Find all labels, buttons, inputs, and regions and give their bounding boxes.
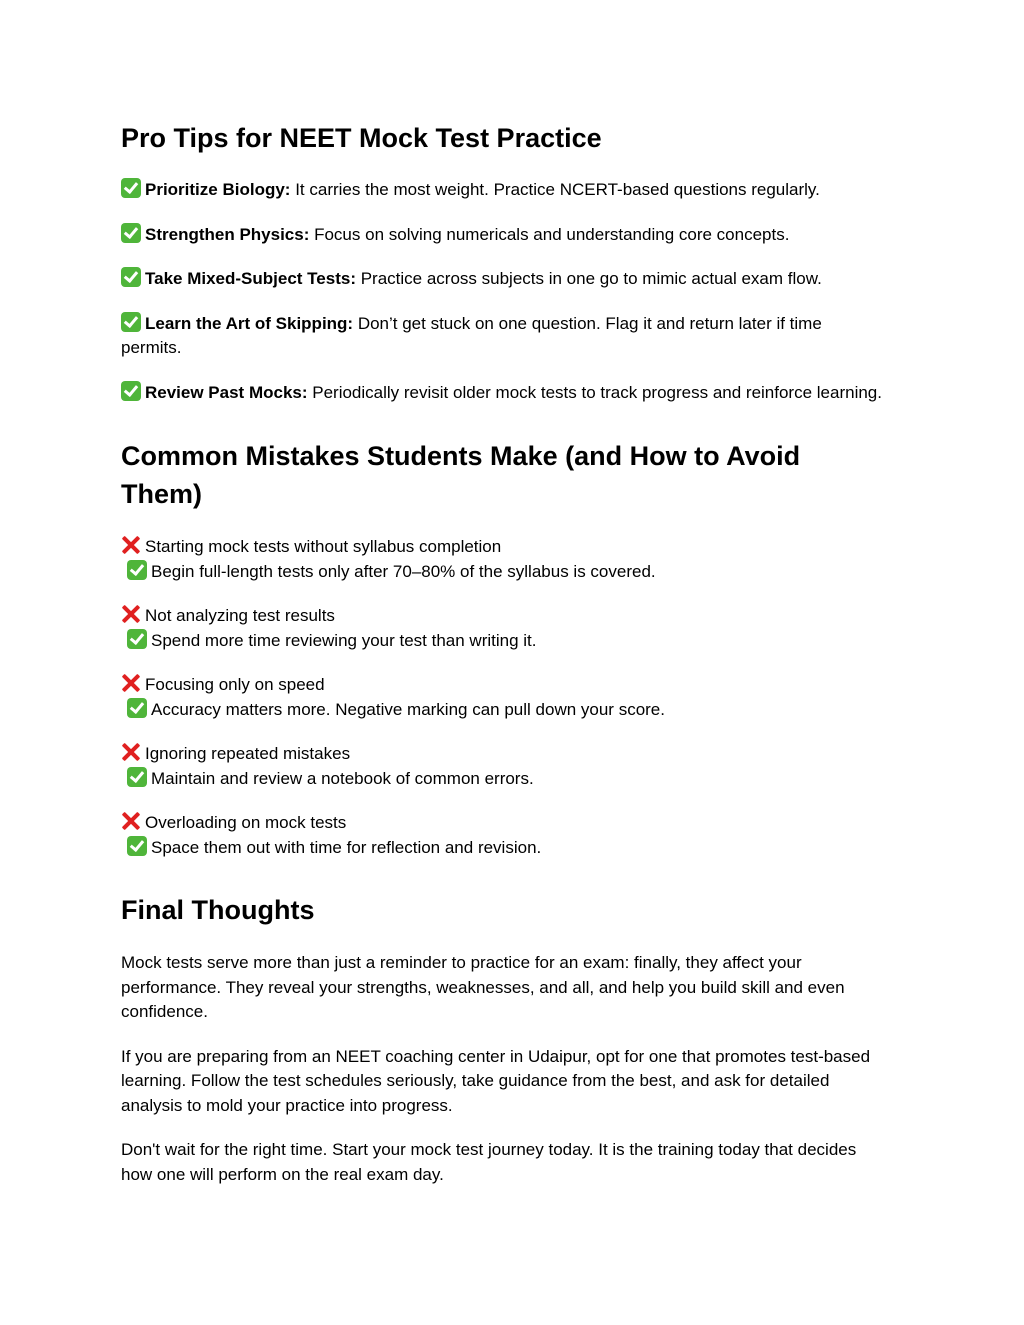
- fix-text: Space them out with time for reflection and revision.: [151, 837, 542, 857]
- fix-text: Accuracy matters more. Negative marking can pull down your score.: [151, 699, 665, 719]
- mistake-text: Starting mock tests without syllabus completion: [145, 537, 502, 556]
- tip-text: Focus on solving numericals and understanding core concepts.: [309, 224, 790, 244]
- common-mistakes-heading: Common Mistakes Students Make (and How to Avoid Them): [121, 441, 801, 509]
- tip-item: [121, 312, 886, 361]
- check-mark-icon: [121, 178, 141, 198]
- check-mark-icon: [121, 223, 141, 243]
- check-mark-icon: [127, 698, 147, 718]
- tip-text: Periodically revisit older mock tests to track progress and reinforce learning.: [307, 382, 882, 402]
- fix-line: [121, 698, 886, 723]
- tip-title: Prioritize Biology:: [145, 180, 291, 199]
- mistake-item: [121, 673, 886, 722]
- cross-mark-icon: [121, 673, 141, 693]
- mistake-text: Focusing only on speed: [145, 675, 325, 694]
- check-mark-icon: [121, 381, 141, 401]
- mistake-item: [121, 742, 886, 791]
- mistake-text: Ignoring repeated mistakes: [145, 744, 351, 763]
- tip-item: [121, 223, 886, 248]
- check-mark-icon: [121, 267, 141, 287]
- mistake-line: [121, 811, 886, 836]
- fix-line: [121, 629, 886, 654]
- cross-mark-icon: [121, 535, 141, 555]
- mistake-text: Not analyzing test results: [145, 606, 335, 625]
- fix-line: [121, 767, 886, 792]
- tip-title: Review Past Mocks:: [145, 382, 308, 402]
- mistake-item: [121, 811, 886, 860]
- fix-text: Maintain and review a notebook of common errors.: [151, 768, 534, 788]
- check-mark-icon: [121, 312, 141, 332]
- mistake-item: [121, 535, 886, 584]
- mistake-line: [121, 535, 886, 560]
- tip-text: Practice across subjects in one go to mimic actual exam flow.: [355, 269, 822, 288]
- final-paragraph: Don't wait for the right time. Start your mock test journey today. It is the training today that decides how one will perform on the real exam day.: [121, 1140, 857, 1184]
- fix-line: [121, 560, 886, 585]
- check-mark-icon: [127, 767, 147, 787]
- mistake-item: [121, 604, 886, 653]
- cross-mark-icon: [121, 811, 141, 831]
- mistake-line: [121, 673, 886, 698]
- final-thoughts-heading: Final Thoughts: [121, 895, 315, 925]
- mistake-text: Overloading on mock tests: [145, 813, 347, 832]
- tip-item: [121, 178, 886, 203]
- tip-item: [121, 267, 886, 292]
- tip-item: [121, 381, 886, 406]
- mistake-line: [121, 742, 886, 767]
- cross-mark-icon: [121, 604, 141, 624]
- tip-title: Strengthen Physics:: [145, 224, 310, 244]
- fix-text: Begin full-length tests only after 70–80% of the syllabus is covered.: [151, 561, 656, 581]
- mistake-line: [121, 604, 886, 629]
- check-mark-icon: [127, 629, 147, 649]
- check-mark-icon: [127, 560, 147, 580]
- tip-text: It carries the most weight. Practice NCERT-based questions regularly.: [290, 180, 820, 199]
- cross-mark-icon: [121, 742, 141, 762]
- pro-tips-heading: Pro Tips for NEET Mock Test Practice: [121, 123, 602, 153]
- tip-title: Take Mixed-Subject Tests:: [145, 269, 356, 288]
- final-paragraph: If you are preparing from an NEET coaching center in Udaipur, opt for one that promotes test-based learning. Follow the test schedules seriously, take guidance from the best, and ask for detailed analysis to mold your practice into progress.: [121, 1046, 871, 1115]
- fix-text: Spend more time reviewing your test than writing it.: [151, 630, 537, 650]
- fix-line: [121, 836, 886, 861]
- final-paragraph: Mock tests serve more than just a reminder to practice for an exam: finally, they affect your performance. They reveal your strengths, weaknesses, and all, and help you build skill and even confidence.: [121, 953, 845, 1021]
- tip-title: Learn the Art of Skipping:: [145, 313, 354, 333]
- check-mark-icon: [127, 836, 147, 856]
- tip-text: Don’t get stuck on one question. Flag it and return later if time permits.: [121, 313, 822, 357]
